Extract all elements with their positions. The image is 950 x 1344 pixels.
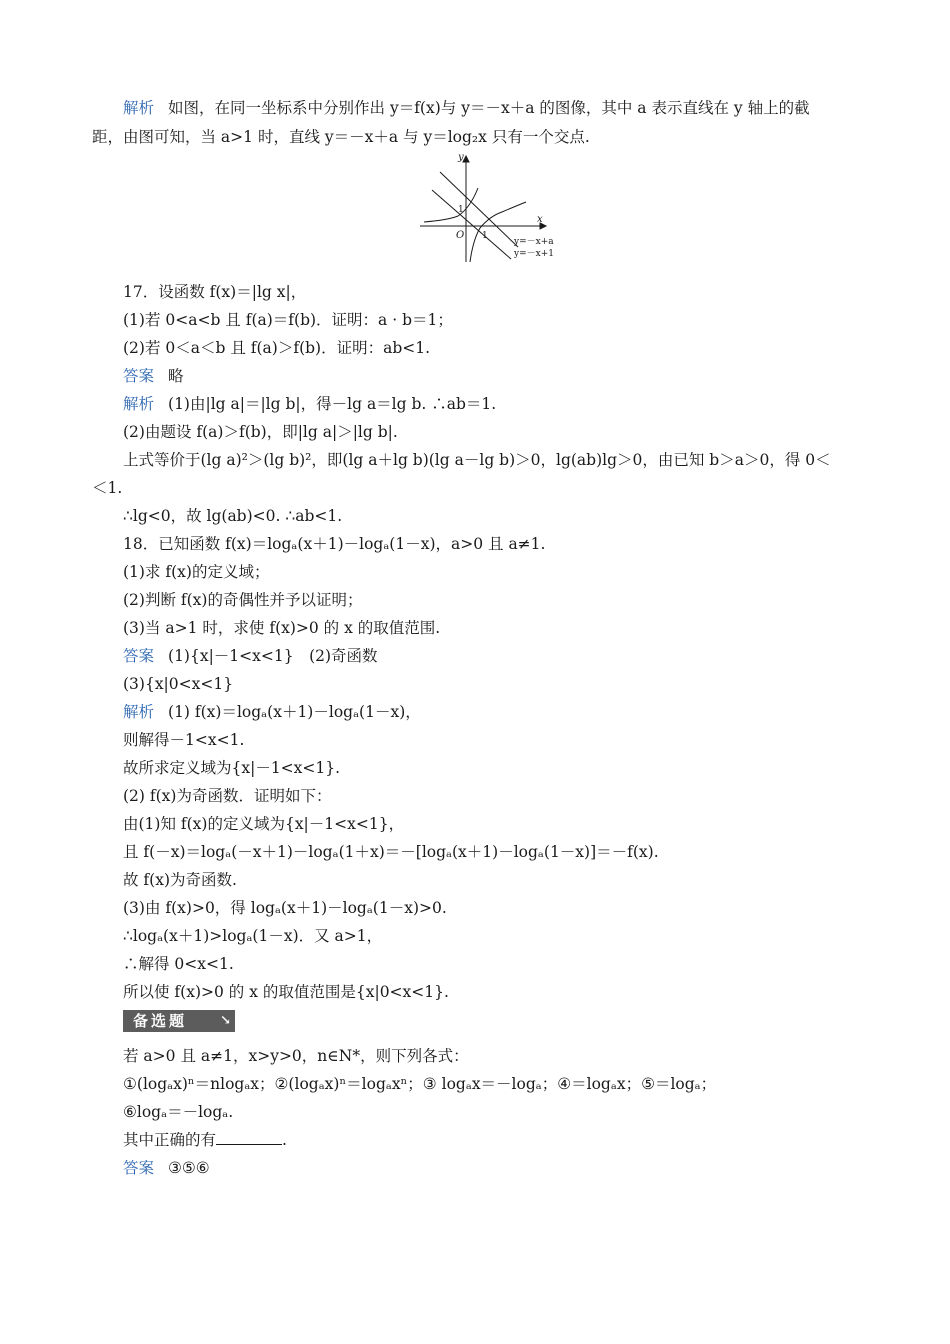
- q18-analysis-5: 由(1)知 f(x)的定义域为{x|－1<x<1}，: [123, 815, 405, 833]
- q17-analysis-4: ∴lg<0，故 lg(ab)<0. ∴ab<1.: [123, 507, 343, 525]
- analysis-label: 解析: [123, 395, 155, 413]
- q18-analysis-text-1: (1) f(x)＝logₐ(x＋1)－logₐ(1－x)，: [168, 703, 421, 721]
- q17-stem: 17．设函数 f(x)＝|lg x|，: [123, 283, 307, 301]
- extra-ask-suffix: .: [282, 1131, 287, 1149]
- q18-part-3: (3)当 a>1 时，求使 f(x)>0 的 x 的取值范围.: [123, 619, 441, 637]
- q18-stem: 18．已知函数 f(x)＝logₐ(x＋1)－logₐ(1－x)，a>0 且 a≠1.: [123, 535, 546, 553]
- q17-answer: [123, 366, 863, 386]
- extra-answer: [123, 1158, 863, 1178]
- x-axis-label: x: [537, 214, 543, 225]
- q17-analysis-2: (2)由题设 f(a)＞f(b)，即|lg a|＞|lg b|.: [123, 423, 398, 441]
- answer-label: 答案: [123, 647, 155, 665]
- q18-answer-2: (3){x|0<x<1}: [123, 675, 234, 693]
- extra-answer-text: ③⑤⑥: [168, 1159, 210, 1177]
- y-axis-label: y: [458, 152, 464, 163]
- tick-x-1: 1: [482, 231, 488, 241]
- q18-part-2: (2)判断 f(x)的奇偶性并予以证明；: [123, 591, 363, 609]
- y-axis-arrow: [463, 156, 469, 162]
- tick-y-1: 1: [458, 205, 464, 215]
- q17-part-2: (2)若 0＜a＜b 且 f(a)＞f(b)．证明：ab<1.: [123, 339, 431, 357]
- analysis-label: 解析: [123, 703, 155, 721]
- exp-curve: [424, 188, 478, 222]
- q18-analysis-2: 则解得－1<x<1.: [123, 731, 245, 749]
- q17-answer-text: 略: [168, 367, 184, 385]
- q18-analysis-7: 故 f(x)为奇函数.: [123, 871, 237, 889]
- extra-items-1: ①(logₐx)ⁿ＝nlogₐx；②(logₐx)ⁿ＝logₐxⁿ；③ logₐx＝－logₐ；④＝logₐx；⑤＝logₐ；: [123, 1075, 717, 1093]
- line-y-minus-x-plus-a: [440, 172, 518, 247]
- banner-text: 备选题: [133, 1012, 188, 1030]
- q18-analysis-9: ∴logₐ(x＋1)>logₐ(1－x)．又 a>1，: [123, 927, 383, 945]
- extra-ask: [123, 1130, 863, 1150]
- q18-answer-text-1: (1){x|－1<x<1} (2)奇函数: [168, 647, 378, 665]
- q18-analysis-10: ∴解得 0<x<1.: [123, 955, 234, 973]
- answer-label: 答案: [123, 1159, 155, 1177]
- q18-analysis-11: 所以使 f(x)>0 的 x 的取值范围是{x|0<x<1}.: [123, 983, 449, 1001]
- q17-analysis-3b: ＜1.: [92, 479, 123, 497]
- extra-items-2: ⑥logₐ＝－logₐ.: [123, 1103, 234, 1121]
- line-1-label: y=－x+1: [514, 249, 554, 259]
- q17-analysis-3: 上式等价于(lg a)²＞(lg b)²，即(lg a＋lg b)(lg a－lg b)＞0，lg(ab)lg＞0，由已知 b＞a＞0，得 0＜: [123, 451, 831, 469]
- answer-blank: [216, 1130, 282, 1145]
- arrow-down-right-icon: ↘: [220, 1013, 231, 1028]
- intro-line-1: [123, 98, 863, 118]
- answer-label: 答案: [123, 367, 155, 385]
- intro-text-1: 如图，在同一坐标系中分别作出 y＝f(x)与 y＝－x＋a 的图像，其中 a 表示直线在 y 轴上的截: [168, 99, 810, 117]
- graph-figure: [418, 150, 568, 268]
- q18-analysis-4: (2) f(x)为奇函数．证明如下：: [123, 787, 332, 805]
- q18-analysis-6: 且 f(－x)＝logₐ(－x＋1)－logₐ(1＋x)＝－[logₐ(x＋1)－logₐ(1－x)]＝－f(x).: [123, 843, 659, 861]
- intro-line-2: 距，由图可知，当 a>1 时，直线 y＝－x＋a 与 y＝log₂x 只有一个交点.: [92, 128, 590, 146]
- extra-stem: 若 a>0 且 a≠1，x>y>0，n∈N*，则下列各式：: [123, 1047, 469, 1065]
- q17-part-1: (1)若 0<a<b 且 f(a)＝f(b)．证明：a · b＝1；: [123, 311, 453, 329]
- extra-question-banner: [123, 1010, 235, 1032]
- q18-part-1: (1)求 f(x)的定义域；: [123, 563, 270, 581]
- extra-ask-prefix: 其中正确的有: [123, 1131, 217, 1149]
- line-a-label: y=－x+a: [514, 237, 554, 247]
- q17-analysis-text-1: (1)由|lg a|＝|lg b|，得－lg a＝lg b. ∴ab＝1.: [168, 395, 497, 413]
- q17-analysis-1: [123, 394, 863, 414]
- q18-analysis-1: [123, 702, 863, 722]
- q18-analysis-8: (3)由 f(x)>0，得 logₐ(x＋1)－logₐ(1－x)>0.: [123, 899, 447, 917]
- q18-analysis-3: 故所求定义域为{x|－1<x<1}.: [123, 759, 341, 777]
- analysis-label: 解析: [123, 99, 155, 117]
- origin-label: O: [456, 230, 465, 241]
- q18-answer-1: [123, 646, 863, 666]
